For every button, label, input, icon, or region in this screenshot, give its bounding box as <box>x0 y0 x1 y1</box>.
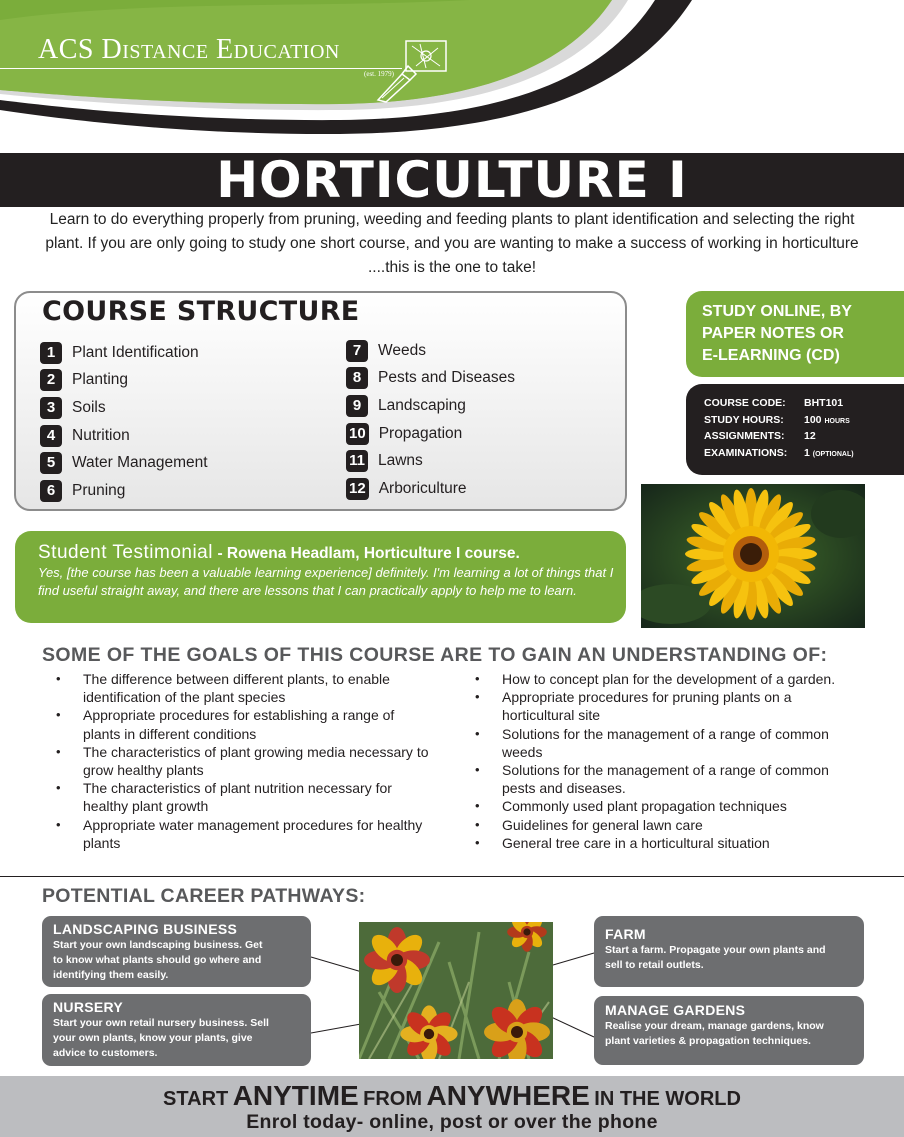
lesson-item <box>40 449 208 477</box>
career-landscaping-card <box>42 916 311 987</box>
goal-line: The characteristics of plant nutrition necessary for <box>83 780 392 797</box>
exam-number: 1 <box>804 447 810 459</box>
lesson-label: Water Management <box>72 454 208 472</box>
footer-word: START <box>163 1088 229 1110</box>
goal-line: Solutions for the management of a range of common <box>502 762 829 779</box>
career-title: MANAGE GARDENS <box>605 1002 746 1018</box>
footer-word: ANYTIME <box>232 1080 359 1111</box>
career-desc: Realise your dream, manage gardens, know <box>605 1020 824 1032</box>
lesson-number: 2 <box>40 369 62 391</box>
lesson-number: 8 <box>346 367 368 389</box>
assignments-label: ASSIGNMENTS: <box>704 430 785 442</box>
footer-slogan <box>0 1080 904 1112</box>
course-intro: Learn to do everything properly from pruning, weeding and feeding plants to plant identification and selecting the right plant. If you are only going to study one short course, and you are wanting to make a success of working in horticulture ....this is the one to take! <box>45 211 859 276</box>
career-desc: Start your own landscaping business. Get <box>53 939 263 951</box>
goal-line: How to concept plan for the development of a garden. <box>502 671 836 687</box>
examinations-value <box>804 447 854 459</box>
career-nursery-card <box>42 994 311 1066</box>
goals-list-left <box>83 670 463 852</box>
goal-line: Commonly used plant propagation techniques <box>502 798 787 815</box>
study-line: STUDY ONLINE, BY <box>702 303 852 320</box>
goal-line: weeds <box>502 743 543 760</box>
testimonial-author: - Rowena Headlam, Horticulture I course. <box>217 545 520 562</box>
lesson-item <box>346 475 515 503</box>
lesson-item <box>40 422 208 450</box>
goal-line: The characteristics of plant growing media necessary to <box>83 743 429 760</box>
assignments-value: 12 <box>804 430 816 442</box>
hours-number: 100 <box>804 414 822 426</box>
examinations-row <box>704 447 854 464</box>
lesson-label: Planting <box>72 371 129 389</box>
lesson-number: 6 <box>40 480 62 502</box>
career-gardens-card <box>594 996 864 1065</box>
career-desc: Start a farm. Propagate your own plants and <box>605 944 826 956</box>
career-desc: Start your own retail nursery business. Sell <box>53 1017 269 1029</box>
lesson-item <box>40 394 208 422</box>
study-line: PAPER NOTES OR <box>702 325 844 342</box>
career-farm-card <box>594 916 864 987</box>
study-hours-value <box>804 414 850 426</box>
goal-line: horticultural site <box>502 707 601 724</box>
lesson-label: Nutrition <box>72 426 130 444</box>
goal-line: The difference between different plants, to enable <box>83 671 390 687</box>
course-title: HORTICULTURE I <box>216 151 688 209</box>
lesson-label: Soils <box>72 398 106 416</box>
lesson-label: Arboriculture <box>378 479 467 497</box>
career-desc: plant varieties & propagation techniques. <box>605 1035 811 1047</box>
footer-word: ANYWHERE <box>426 1080 590 1111</box>
lesson-number: 9 <box>346 395 368 417</box>
lesson-label: Propagation <box>378 424 463 442</box>
testimonial-title: Student Testimonial <box>38 542 213 563</box>
goal-item <box>83 816 463 852</box>
lesson-item <box>346 337 515 365</box>
lesson-number: 1 <box>40 342 62 364</box>
examinations-label: EXAMINATIONS: <box>704 447 788 459</box>
goal-line: Appropriate water management procedures for healthy <box>83 816 423 833</box>
goal-item <box>502 670 882 688</box>
lesson-number: 5 <box>40 452 62 474</box>
lesson-item <box>40 477 208 505</box>
lesson-label: Pruning <box>72 481 126 499</box>
lesson-number: 10 <box>346 423 369 445</box>
pen-nib-emblem-icon <box>376 40 450 104</box>
brand-name: ACS Distance Education <box>38 34 340 65</box>
career-title: FARM <box>605 926 646 942</box>
study-line: E-LEARNING (CD) <box>702 347 840 364</box>
goal-item <box>83 743 463 779</box>
coreopsis-flowers-photo <box>359 922 553 1059</box>
career-desc: identifying them easily. <box>53 969 169 981</box>
testimonial-quote: Yes, [the course has been a valuable learning experience] definitely. I'm learning a lot of things that I find useful straight away, and there are lessons that I can practically apply to help me to learn. <box>38 565 614 598</box>
study-options-text <box>702 301 892 367</box>
goal-line: plants in different conditions <box>83 725 257 742</box>
lesson-label: Weeds <box>378 341 426 359</box>
footer-word: IN THE WORLD <box>594 1088 741 1110</box>
hours-unit: HOURS <box>824 418 850 425</box>
logo-underline <box>0 68 402 69</box>
goal-line: plants <box>83 834 121 851</box>
lesson-item <box>40 339 208 367</box>
lesson-list-left <box>40 339 208 505</box>
course-code-value: BHT101 <box>804 397 844 409</box>
study-hours-row <box>704 414 850 431</box>
yellow-flower-photo <box>641 484 865 628</box>
lesson-number: 4 <box>40 425 62 447</box>
study-hours-label: STUDY HOURS: <box>704 414 784 426</box>
lesson-number: 7 <box>346 340 368 362</box>
lesson-item <box>346 447 515 475</box>
goal-item <box>83 670 463 706</box>
lesson-number: 3 <box>40 397 62 419</box>
career-desc: your own plants, know your plants, give <box>53 1032 253 1044</box>
lesson-label: Pests and Diseases <box>378 369 515 387</box>
goal-item <box>83 706 463 742</box>
goal-item <box>502 816 882 834</box>
exam-note: (OPTIONAL) <box>812 451 854 458</box>
goal-item <box>502 688 882 724</box>
lesson-number: 11 <box>346 450 368 472</box>
lesson-item <box>346 420 515 448</box>
lesson-item <box>40 367 208 395</box>
footer-enrol: Enrol today- online, post or over the phone <box>246 1111 658 1133</box>
lesson-item <box>346 392 515 420</box>
course-code-row <box>704 397 843 414</box>
goals-heading: SOME OF THE GOALS OF THIS COURSE ARE TO GAIN AN UNDERSTANDING OF: <box>42 644 828 666</box>
career-desc: advice to customers. <box>53 1047 158 1059</box>
goal-line: General tree care in a horticultural situation <box>502 834 770 851</box>
lesson-label: Landscaping <box>378 396 466 414</box>
goal-item <box>502 725 882 761</box>
goal-line: pests and diseases. <box>502 780 626 797</box>
goal-line: Appropriate procedures for establishing a range of <box>83 707 395 724</box>
career-desc: sell to retail outlets. <box>605 959 704 971</box>
career-desc: to know what plants should go where and <box>53 954 262 966</box>
goal-line: Solutions for the management of a range of common <box>502 725 829 742</box>
career-title: LANDSCAPING BUSINESS <box>53 921 238 937</box>
testimonial-header <box>38 542 608 564</box>
lesson-label: Lawns <box>378 452 423 470</box>
goal-item <box>83 779 463 815</box>
lesson-label: Plant Identification <box>72 343 199 361</box>
goal-item <box>502 761 882 797</box>
lesson-list-right <box>346 337 515 503</box>
goal-line: healthy plant growth <box>83 798 209 815</box>
goal-item <box>502 834 882 852</box>
career-title: NURSERY <box>53 999 124 1015</box>
section-divider <box>0 876 904 877</box>
goal-line: Guidelines for general lawn care <box>502 816 703 833</box>
goal-item <box>502 797 882 815</box>
lesson-item <box>346 365 515 393</box>
career-heading: POTENTIAL CAREER PATHWAYS: <box>42 885 366 907</box>
brand-established: (est. 1979) <box>364 70 394 78</box>
header-swoosh-graphic <box>0 0 904 150</box>
lesson-number: 12 <box>346 478 369 500</box>
goals-list-right <box>502 670 882 852</box>
goal-line: Appropriate procedures for pruning plants on a <box>502 689 792 706</box>
course-code-label: COURSE CODE: <box>704 397 786 409</box>
assignments-row <box>704 430 816 447</box>
goal-line: grow healthy plants <box>83 762 204 779</box>
course-structure-heading: COURSE STRUCTURE <box>42 296 360 327</box>
footer-word: FROM <box>363 1088 423 1110</box>
goal-line: identification of the plant species <box>83 689 286 706</box>
